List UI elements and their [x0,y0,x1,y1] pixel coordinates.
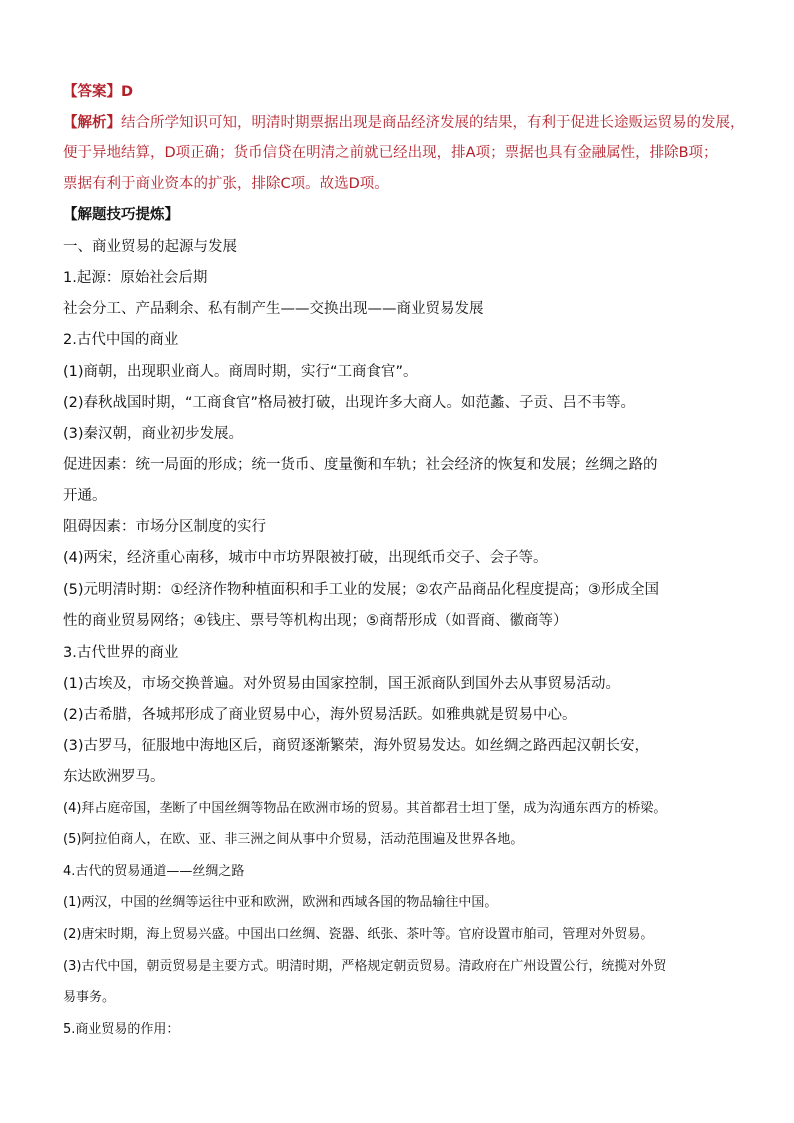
answer-label: 【答案】 [63,84,121,100]
text-line: 性的商业贸易网络；④钱庄、票号等机构出现；⑤商帮形成（如晋商、徽商等） [63,613,568,629]
text-line: (5)元明清时期：①经济作物种植面积和手工业的发展；②农产品商品化程度提高；③形成全国 [63,582,660,598]
answer-value: D [121,84,134,100]
text-line: 阻碍因素：市场分区制度的实行 [63,519,266,535]
text-line: (4)两宋，经济重心南移，城市中市坊界限被打破，出现纸币交子、会子等。 [63,550,548,566]
analysis-line-3: 票据有利于商业资本的扩张，排除C项。故选D项。 [63,176,389,192]
text-line: 5.商业贸易的作用： [63,1022,180,1037]
text-line: 易事务。 [63,990,116,1005]
section-heading: 一、商业贸易的起源与发展 [63,239,237,255]
text-line: 促进因素：统一局面的形成；统一货币、度量衡和车轨；社会经济的恢复和发展；丝绸之路的 [63,457,658,473]
text-line: (3)秦汉朝，商业初步发展。 [63,426,244,442]
text-line: (5)阿拉伯商人，在欧、亚、非三洲之间从事中介贸易，活动范围遍及世界各地。 [63,832,524,847]
text-line: 社会分工、产品剩余、私有制产生——交换出现——商业贸易发展 [63,301,484,317]
text-line: 3.古代世界的商业 [63,645,179,661]
text-line: (4)拜占庭帝国，垄断了中国丝绸等物品在欧洲市场的贸易。其首都君士坦丁堡，成为沟通东西方的桥梁。 [63,801,667,816]
text-line: (2)春秋战国时期，“工商食官”格局被打破，出现许多大商人。如范蠡、子贡、吕不韦等。 [63,395,636,411]
text-line: (2)古希腊，各城邦形成了商业贸易中心，海外贸易活跃。如雅典就是贸易中心。 [63,707,577,723]
text-line: (1)古埃及，市场交换普遍。对外贸易由国家控制，国王派商队到国外去从事贸易活动。 [63,676,621,692]
text-line: 东达欧洲罗马。 [63,769,165,785]
text-line: (3)古代中国，朝贡贸易是主要方式。明清时期，严格规定朝贡贸易。清政府在广州设置公行，统揽对外贸 [63,959,667,974]
analysis-line-1 [63,113,754,133]
text-line: 开通。 [63,488,107,504]
text-line: 4.古代的贸易通道——丝绸之路 [63,864,245,879]
text-line: 1.起源：原始社会后期 [63,270,208,286]
text-line: (2)唐宋时期，海上贸易兴盛。中国出口丝绸、瓷器、纸张、茶叶等。官府设置市舶司，管理对外贸易。 [63,927,654,942]
tips-title: 【解题技巧提炼】 [63,207,179,223]
answer-line [63,82,754,102]
analysis-text-1: 结合所学知识可知，明清时期票据出现是商品经济发展的结果，有利于促进长途贩运贸易的发展， [121,115,745,131]
text-line: (3)古罗马，征服地中海地区后，商贸逐渐繁荣，海外贸易发达。如丝绸之路西起汉朝长安， [63,738,650,754]
text-line: 2.古代中国的商业 [63,332,179,348]
text-line: (1)两汉，中国的丝绸等运往中亚和欧洲，欧洲和西域各国的物品输往中国。 [63,895,498,910]
analysis-line-2: 便于异地结算，D项正确；货币信贷在明清之前就已经出现，排A项；票据也具有金融属性，排除B项； [63,145,718,161]
analysis-label: 【解析】 [63,115,121,131]
text-line: (1)商朝，出现职业商人。商周时期，实行“工商食官”。 [63,364,418,380]
